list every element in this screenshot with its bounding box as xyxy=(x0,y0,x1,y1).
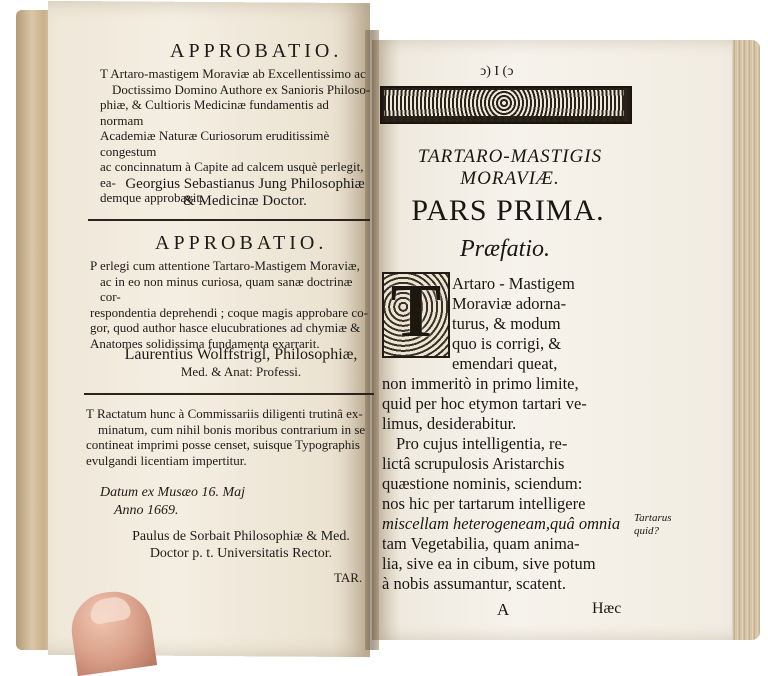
imprimatur-text xyxy=(86,406,374,468)
datum xyxy=(100,484,245,520)
text-line: Anatomes solidissima fundamenta exarrarit. xyxy=(90,335,320,351)
signature-line: Georgius Sebastianus Jung Philosophiæ xyxy=(125,176,365,192)
signature-jung xyxy=(120,176,370,210)
section-heading: Præfatio. xyxy=(460,236,551,262)
text-line: tam Vegetabilia, quam anima- xyxy=(382,534,580,553)
page-number: ↄ) I (ↄ xyxy=(480,64,514,79)
signature-line: Doctor p. t. Universitatis Rector. xyxy=(149,546,333,561)
text-line: evulgandi licentiam impertitur. xyxy=(86,452,247,468)
book-title xyxy=(392,146,628,190)
head-ornament-pattern xyxy=(384,90,624,116)
part-heading: PARS PRIMA. xyxy=(411,194,605,227)
catchword-left: TAR. xyxy=(334,570,363,585)
text-line: lia, sive ea in cibum, sive potum xyxy=(382,554,596,573)
text-line: contineat imprimi posse censet, suisque Typographis xyxy=(86,437,360,452)
text-line: quo is corrigi, & xyxy=(452,334,562,353)
text-line: à nobis assumantur, scatent. xyxy=(382,574,567,593)
text-line: quæstione nominis, sciendum: xyxy=(382,474,583,493)
text-line: limus, desiderabitur. xyxy=(382,414,517,433)
text-line: Academiæ Naturæ Curiosorum eruditissimè congestum xyxy=(100,128,330,159)
text-line: Doctissimo Domino Authore ex Sanioris Philoso- xyxy=(112,81,371,97)
signature-line: & Medicinæ Doctor. xyxy=(183,193,307,209)
text-line: gor, quod author hasce elucubrationes ad chymiæ & xyxy=(90,320,361,335)
section-rule xyxy=(84,393,374,395)
signature-line: Med. & Anat: Professi. xyxy=(180,364,302,379)
signature-mark: A xyxy=(497,600,510,619)
datum-line: Anno 1669. xyxy=(114,503,179,518)
signature-line: Laurentius Wolffstrigl, Philosophiæ, xyxy=(124,346,358,363)
text-line: T Ractatum hunc à Commissariis diligenti trutinâ ex- xyxy=(86,406,363,421)
text-line: Artaro - Mastigem xyxy=(452,274,575,293)
title-line: MORAVIÆ. xyxy=(460,168,560,189)
margin-note-line: Tartarus xyxy=(634,512,672,524)
drop-cap-letter: T xyxy=(390,269,442,353)
text-line: phiæ, & Cultioris Medicinæ fundamentis ad normam xyxy=(100,97,329,128)
approbatio-heading-1: APPROBATIO. xyxy=(170,40,343,62)
catchword-right: Hæc xyxy=(592,600,622,617)
text-line: P erlegi cum attentione Tartaro-Mastigem Moraviæ, xyxy=(90,258,360,273)
signature-line: Paulus de Sorbait Philosophiæ & Med. xyxy=(132,529,350,544)
text-line: Moraviæ adorna- xyxy=(452,294,567,313)
section-rule xyxy=(88,219,370,221)
text-line: T Artaro-mastigem Moraviæ ab Excellentissimo ac xyxy=(100,66,366,81)
title-line: TARTARO-MASTIGIS xyxy=(417,146,603,167)
preface-lines-long xyxy=(382,374,632,594)
text-line: non immeritò in primo limite, xyxy=(382,374,579,393)
text-line: ac in eo non minus curiosa, quam sanæ doctrinæ cor- xyxy=(100,273,353,304)
text-line: demque approbavit. xyxy=(100,190,204,205)
approbatio-heading-2: APPROBATIO. xyxy=(155,232,328,254)
text-line: minatum, cum nihil bonis moribus contrarium in se xyxy=(98,421,366,437)
text-line: lictâ scrupulosis Aristarchis xyxy=(382,454,565,473)
datum-line: Datum ex Musæo 16. Maj xyxy=(100,485,246,500)
decorated-drop-cap xyxy=(382,269,450,358)
margin-note xyxy=(634,512,672,538)
signature-sorbait xyxy=(110,528,372,562)
text-line: quid per hoc etymon tartari ve- xyxy=(382,394,587,413)
approbatio-2-text xyxy=(90,258,372,351)
margin-note-line: quid? xyxy=(634,525,660,537)
signature-wolffstrigl xyxy=(110,346,372,380)
preface-lines-short xyxy=(452,274,632,374)
text-line: respondentia deprehendi ; coque magis approbare co- xyxy=(90,304,368,320)
text-line: ac concinnatum à Capite ad calcem usquè perlegit, ea- xyxy=(100,159,364,190)
text-line: nos hic per tartarum intelligere xyxy=(382,494,586,513)
text-line: turus, & modum xyxy=(452,314,561,333)
text-line: emendari queat, xyxy=(452,354,558,373)
text-line: Pro cujus intelligentia, re- xyxy=(396,434,568,453)
text-line: miscellam heterogeneam,quâ omnia xyxy=(382,514,621,533)
